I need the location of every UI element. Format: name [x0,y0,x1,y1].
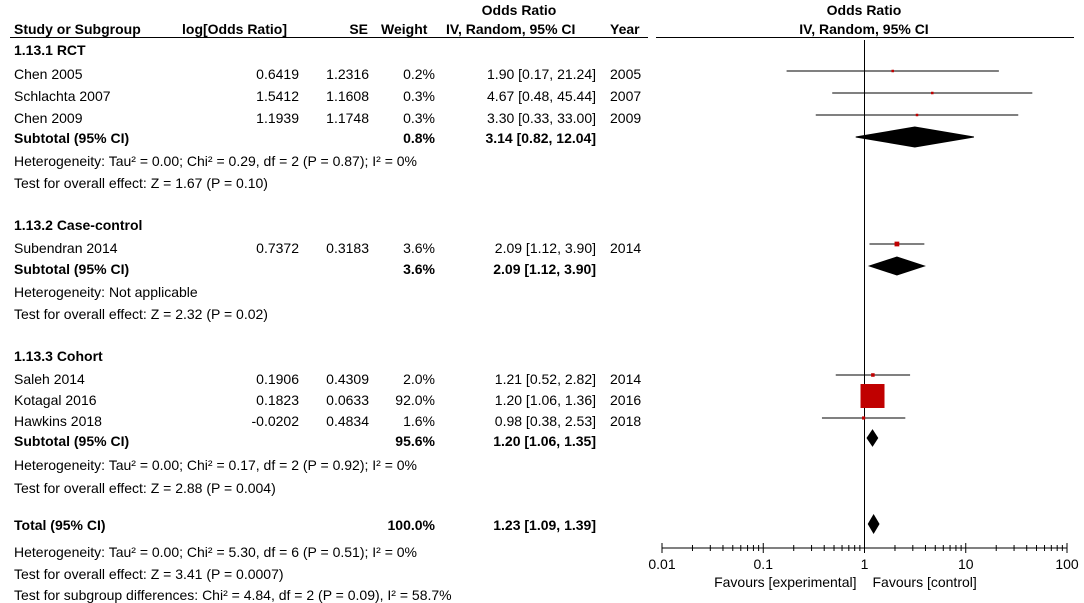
header-study: Study or Subgroup [14,21,141,37]
study-point-marker [862,416,865,419]
total-label: Total (95% CI) [14,517,106,533]
x-axis-tick-label: 0.1 [753,556,773,572]
header-odds-ratio: Odds Ratio [481,2,557,18]
study-log-or: 0.6419 [256,66,299,82]
total-weight: 100.0% [387,517,435,533]
study-point-marker [931,92,934,95]
study-name: Hawkins 2018 [14,413,102,429]
study-weight: 3.6% [403,240,435,256]
study-name: Chen 2009 [14,110,83,126]
subgroup-differences-text: Test for subgroup differences: Chi² = 4.84, df = 2 (P = 0.09), I² = 58.7% [14,587,452,603]
study-weight: 0.3% [403,110,435,126]
subtotal-label: Subtotal (95% CI) [14,130,130,146]
header-log-or: log[Odds Ratio] [182,21,287,37]
study-se: 0.0633 [326,392,369,408]
subtotal-label: Subtotal (95% CI) [14,433,130,449]
study-se: 0.4834 [326,413,369,429]
study-name: Saleh 2014 [14,371,85,387]
x-axis-tick-label: 0.01 [648,556,676,572]
favours-control-label: Favours [control] [872,574,977,590]
x-axis-tick-label: 100 [1055,556,1079,572]
study-log-or: -0.0202 [251,413,299,429]
subtotal-weight: 95.6% [395,433,435,449]
study-point-marker [891,70,894,73]
study-se: 1.1608 [326,88,369,104]
study-name: Subendran 2014 [14,240,118,256]
study-log-or: 0.1906 [256,371,299,387]
study-se: 1.2316 [326,66,369,82]
group-title: 1.13.3 Cohort [14,348,103,364]
study-point-marker [871,373,875,377]
study-log-or: 1.1939 [256,110,299,126]
subtotal-ci: 2.09 [1.12, 3.90] [493,261,596,277]
study-ci: 1.90 [0.17, 21.24] [487,66,596,82]
plot-subtitle: IV, Random, 95% CI [799,21,929,37]
study-year: 2018 [610,413,642,429]
study-ci: 2.09 [1.12, 3.90] [494,240,596,256]
study-point-marker [895,242,900,247]
x-axis-tick-label: 1 [860,556,869,572]
study-weight: 2.0% [403,371,435,387]
study-weight: 92.0% [395,392,435,408]
subtotal-diamond [867,430,878,446]
total-overall-effect-text: Test for overall effect: Z = 3.41 (P = 0.0007) [14,566,284,582]
header-se: SE [349,21,368,37]
study-ci: 0.98 [0.38, 2.53] [494,413,596,429]
study-ci: 1.21 [0.52, 2.82] [494,371,596,387]
study-year: 2014 [610,371,642,387]
study-weight: 0.2% [403,66,435,82]
study-weight: 1.6% [403,413,435,429]
study-year: 2007 [610,88,642,104]
total-diamond [868,515,879,533]
study-name: Kotagal 2016 [14,392,97,408]
header-weight: Weight [381,21,428,37]
group-title: 1.13.1 RCT [14,42,86,58]
overall-effect-text: Test for overall effect: Z = 2.88 (P = 0.004) [14,480,276,496]
study-log-or: 1.5412 [256,88,299,104]
subtotal-label: Subtotal (95% CI) [14,261,130,277]
overall-effect-text: Test for overall effect: Z = 1.67 (P = 0.10) [14,175,268,191]
study-ci: 4.67 [0.48, 45.44] [487,88,596,104]
study-ci: 3.30 [0.33, 33.00] [487,110,596,126]
study-name: Chen 2005 [14,66,83,82]
favours-experimental-label: Favours [experimental] [714,574,857,590]
study-name: Schlachta 2007 [14,88,111,104]
study-log-or: 0.1823 [256,392,299,408]
plot-title: Odds Ratio [826,2,902,18]
study-year: 2005 [610,66,642,82]
heterogeneity-text: Heterogeneity: Tau² = 0.00; Chi² = 0.29, df = 2 (P = 0.87); I² = 0% [14,153,417,169]
study-point-marker [916,114,919,117]
study-year: 2014 [610,240,642,256]
subtotal-weight: 3.6% [403,261,435,277]
x-axis-tick-label: 10 [957,556,974,572]
study-se: 0.4309 [326,371,369,387]
heterogeneity-text: Heterogeneity: Not applicable [14,284,198,300]
heterogeneity-text: Heterogeneity: Tau² = 0.00; Chi² = 0.17, df = 2 (P = 0.92); I² = 0% [14,457,417,473]
subtotal-ci: 1.20 [1.06, 1.35] [493,433,596,449]
subtotal-ci: 3.14 [0.82, 12.04] [485,130,596,146]
total-heterogeneity-text: Heterogeneity: Tau² = 0.00; Chi² = 5.30, df = 6 (P = 0.51); I² = 0% [14,544,417,560]
study-log-or: 0.7372 [256,240,299,256]
overall-effect-text: Test for overall effect: Z = 2.32 (P = 0.02) [14,306,268,322]
study-se: 0.3183 [326,240,369,256]
group-title: 1.13.2 Case-control [14,217,143,233]
study-point-marker [861,384,885,408]
study-ci: 1.20 [1.06, 1.36] [494,392,596,408]
header-odds-ratio-method: IV, Random, 95% CI [446,21,576,37]
study-year: 2009 [610,110,642,126]
subtotal-weight: 0.8% [403,130,435,146]
study-se: 1.1748 [326,110,369,126]
header-year: Year [610,21,640,37]
subtotal-diamond [856,127,974,147]
total-ci: 1.23 [1.09, 1.39] [493,517,596,533]
subtotal-diamond [869,257,924,275]
study-year: 2016 [610,392,642,408]
study-weight: 0.3% [403,88,435,104]
